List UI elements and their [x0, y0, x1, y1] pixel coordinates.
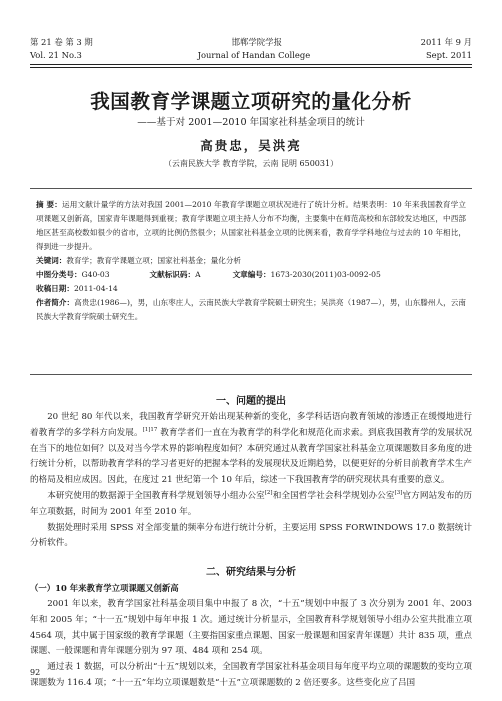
paragraph-2-text-b: 和全国哲学社会科学规划办公室 — [272, 490, 395, 501]
paragraph-1-text-a: 20 世纪 80 年代以来，我国教育学研究开始出现某种新的变化，多学科话语向教育领域的渗透正在缓慢地进行着教育学的多学科方向发展。 — [30, 412, 472, 438]
paragraph-5: 通过表 1 数据，可以分析出“十五”规划以来，全国教育学国家社科基金项目每年度平均立项的课题数的变均立项课题数为 116.4 项；“十一五”年均立项课题数是“十五”立项课题数的 2 倍还要多。这些变化应了吕国 — [30, 662, 472, 688]
subsection-heading-1: （一）10 年来教育学立项课题又创新高 — [30, 583, 179, 593]
section-heading-2: 二、研究结果与分析 — [206, 567, 296, 578]
section-2-body — [30, 597, 472, 692]
clc-value: G40-03 — [81, 270, 110, 279]
clc-label: 中图分类号： — [36, 270, 82, 279]
received-date: 2011-04-14 — [73, 284, 118, 293]
abstract-paragraph — [36, 198, 466, 254]
keywords-label: 关键词： — [36, 256, 67, 265]
journal-name-cn: 邯郸学院学报 — [231, 37, 282, 47]
citation-ref-1: [1]17 — [142, 426, 158, 433]
paragraph-2 — [30, 489, 472, 521]
paragraph-1-text-b: 教育学者们一直在为教育学的科学化和规范化而求索。到底我国教育学的发展状况在当下的地位如何？以及对当今学术界的影响程度如何？本研究通过从教育学国家社科基金立项课题数目多角度的进行统计分析，以帮助教育学科的学习者更好的把握本学科的发展现状及近期趋势，以便更好的分析目前教育学术生产的格局及相应成因。因此，在度过 21 世纪第一个 10 年后，综述一下我国教育学的研究现状具有重要的意义。 — [30, 427, 472, 486]
paragraph-3: 数据处理时采用 SPSS 对全部变量的频率分布进行统计分析，主要运用 SPSS FORWINDOWS 17.0 数据统计分析软件。 — [30, 522, 472, 549]
author-info-label: 作者简介： — [36, 298, 75, 307]
abstract-bottom-rule — [30, 374, 472, 375]
abstract-top-rule — [30, 188, 472, 189]
issue-date-en: Sept. 2011 — [425, 50, 472, 60]
paragraph-1 — [30, 410, 472, 489]
section-heading-1: 一、问题的提出 — [216, 396, 286, 407]
issue-date-cn: 2011 年 9 月 — [420, 37, 472, 47]
paragraph-4: 2001 年以来，教育学国家社科基金项目集中申报了 8 次，“十五”规划中申报了 3 次分别为 2001 年、2003 年和 2005 年；“十一五”规划中每年申报 1 次。通过统计分析显示，全国教育科学规划领导小组办公室共批准立项 4564 项，其中属于国家级的教育学课题（主要指国家重点课题、国家一般课题和国家青年课题）共计 835 项，重点课题、一般课题和青年课题分别为 97 项、484 项和 254 项。 — [30, 599, 472, 657]
doc-code-value: A — [195, 270, 201, 279]
volume-issue-en: Vol. 21 No.3 — [30, 50, 82, 60]
volume-issue-cn: 第 21 卷 第 3 期 — [30, 37, 93, 47]
keywords-text: 教育学；教育学课题立项；国家社科基金；量化分析 — [66, 256, 242, 265]
received-line — [36, 282, 466, 296]
abstract-text: 运用文献计量学的方法对我国 2001—2010 年教育学课题立项状况进行了统计分析。结果表明：10 年来我国教育学立项课题又创新高，国家青年课题得到重视；教育学课题立项主持人分布不均衡，主要集中在师范高校和东部较发达地区，中西部地区甚至高校数如很少的省市，立项的比例仍然很少；从国家社科基金立项的比例来看，教育学学科地位与过去的 10 年相比，得到进一步提升。 — [36, 200, 466, 251]
article-title: 我国教育学课题立项研究的量化分析 — [90, 90, 412, 113]
article-number-value: 1673-2030(2011)03-0092-05 — [270, 270, 381, 279]
page-number: 92 — [30, 668, 41, 677]
section-1-body — [30, 410, 472, 552]
abstract-block — [36, 198, 466, 324]
article-authors: 高贵忠，吴洪亮 — [200, 138, 302, 153]
citation-ref-3: [3] — [394, 490, 403, 497]
author-info-line — [36, 296, 466, 324]
header-rule-thick — [30, 64, 472, 65]
article-number-label: 文章编号： — [232, 270, 271, 279]
paragraph-2-text-c: 官方网站发布的历年立项数据，时间为 2001 年至 2010 年。 — [30, 490, 472, 517]
citation-ref-2: [2] — [264, 490, 273, 497]
abstract-label: 摘 要： — [36, 200, 63, 209]
author-affiliation: （云南民族大学 教育学院，云南 昆明 650031） — [163, 159, 339, 168]
keywords-line — [36, 254, 466, 268]
author-info-text: 高贵忠(1986—)，男，山东枣庄人，云南民族大学教育学院硕士研究生；吴洪亮（1987—），男，山东滕州人，云南民族大学教育学院硕士研究生。 — [36, 298, 466, 321]
journal-name-en: Journal of Handan College — [197, 50, 311, 60]
received-label: 收稿日期： — [36, 284, 74, 293]
doc-code-label: 文献标识码： — [149, 270, 196, 279]
paragraph-2-text-a: 本研究使用的数据源于全国教育科学规划领导小组办公室 — [47, 490, 265, 501]
header-rule-thin — [30, 67, 472, 68]
classification-line — [36, 268, 466, 282]
article-subtitle: ——基于对 2001—2010 年国家社科基金项目的统计 — [137, 117, 365, 128]
